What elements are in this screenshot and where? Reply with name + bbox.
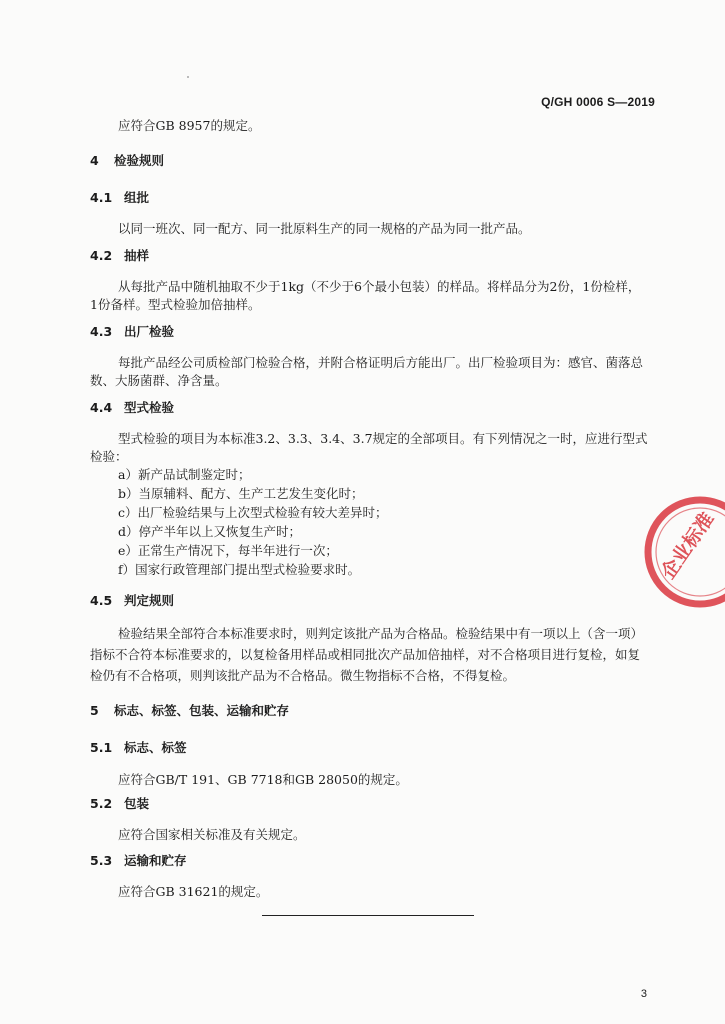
paragraph-line: 每批产品经公司质检部门检验合格，并附合格证明后方能出厂。出厂检验项目为：感官、菌落总 [118, 355, 644, 370]
intro-line: 应符合GB 8957的规定。 [118, 118, 261, 133]
paragraph-line: 以同一班次、同一配方、同一批原料生产的同一规格的产品为同一批产品。 [118, 221, 531, 236]
section-title: 判定规则 [124, 593, 175, 608]
red-seal-stamp [640, 490, 725, 620]
section-5-1-heading [90, 740, 187, 756]
section-number: 4.5 [90, 593, 113, 608]
list-item: e）正常生产情况下，每半年进行一次； [118, 543, 338, 558]
paragraph-line: 应符合GB/T 191、GB 7718和GB 28050的规定。 [118, 772, 408, 787]
section-number: 5.3 [90, 853, 113, 868]
section-5-3-heading [90, 853, 187, 869]
end-rule [262, 915, 474, 916]
section-title: 出厂检验 [124, 324, 175, 339]
section-5-heading [90, 703, 289, 719]
section-title: 运输和贮存 [124, 853, 187, 868]
section-title: 标志、标签 [124, 740, 187, 755]
section-number: 5.2 [90, 796, 113, 811]
list-item: a）新产品试制鉴定时； [118, 467, 251, 482]
section-title: 标志、标签、包装、运输和贮存 [114, 703, 290, 718]
paragraph-line: 型式检验的项目为本标准3.2、3.3、3.4、3.7规定的全部项目。有下列情况之一时，应进行型式 [118, 431, 648, 446]
scan-speck [187, 76, 189, 78]
paragraph-line: 指标不合符本标准要求的，以复检备用样品或相同批次产品加倍抽样，对不合格项目进行复检，如复 [90, 647, 641, 662]
paragraph-line: 应符合国家相关标准及有关规定。 [118, 827, 306, 842]
section-4-4-heading [90, 400, 174, 416]
section-number: 4.1 [90, 190, 113, 205]
section-number: 4.2 [90, 248, 113, 263]
section-number: 4.3 [90, 324, 113, 339]
section-4-1-heading [90, 190, 149, 206]
list-item: b）当原辅料、配方、生产工艺发生变化时； [118, 486, 364, 501]
svg-text:企业标准: 企业标准 [657, 508, 719, 584]
section-title: 检验规则 [114, 153, 165, 168]
section-title: 型式检验 [124, 400, 175, 415]
section-title: 包装 [124, 796, 150, 811]
section-4-2-heading [90, 248, 149, 264]
list-item: c）出厂检验结果与上次型式检验有较大差异时； [118, 505, 388, 520]
paragraph-line: 数、大肠菌群、净含量。 [90, 373, 228, 388]
list-item: f）国家行政管理部门提出型式检验要求时。 [118, 562, 361, 577]
section-title: 组批 [124, 190, 150, 205]
section-4-heading [90, 153, 164, 169]
section-4-3-heading [90, 324, 174, 340]
page-number: 3 [640, 988, 647, 1000]
paragraph-line: 1份备样。型式检验加倍抽样。 [90, 297, 261, 312]
section-5-2-heading [90, 796, 149, 812]
section-number: 5.1 [90, 740, 113, 755]
section-title: 抽样 [124, 248, 150, 263]
section-4-5-heading [90, 593, 174, 609]
paragraph-line: 检验： [90, 449, 128, 464]
list-item: d）停产半年以上又恢复生产时； [118, 524, 302, 539]
section-number: 4 [90, 153, 99, 168]
section-number: 4.4 [90, 400, 113, 415]
section-number: 5 [90, 703, 99, 718]
paragraph-line: 应符合GB 31621的规定。 [118, 884, 269, 899]
paragraph-line: 检仍有不合格项，则判该批产品为不合格品。微生物指标不合格，不得复检。 [90, 668, 516, 683]
paragraph-line: 检验结果全部符合本标准要求时，则判定该批产品为合格品。检验结果中有一项以上（含一项） [118, 626, 644, 641]
document-code-header: Q/GH 0006 S—2019 [541, 95, 655, 109]
paragraph-line: 从每批产品中随机抽取不少于1kg（不少于6个最小包装）的样品。将样品分为2份，1份检样， [118, 279, 641, 294]
